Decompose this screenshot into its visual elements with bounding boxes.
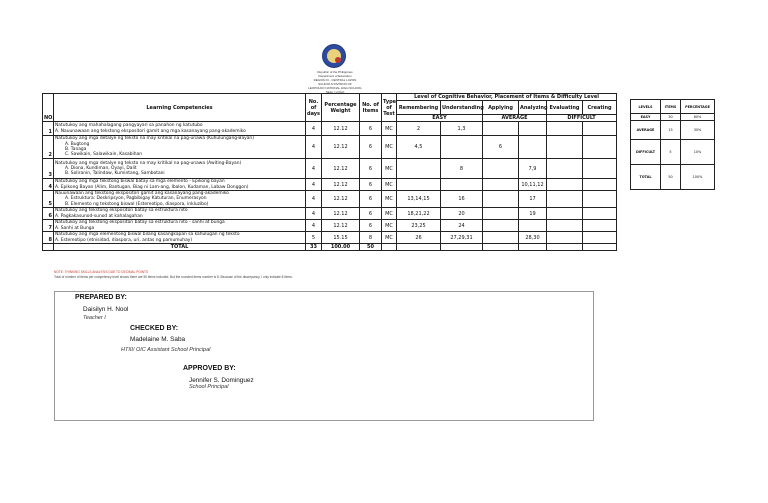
row-number: 4 bbox=[43, 179, 54, 191]
cell-days: 4 bbox=[306, 191, 322, 208]
cell-applying bbox=[483, 232, 519, 244]
competency-line: Natutukoy ang mga tekstong biswal batay sa mga elemento - Epikong bayan bbox=[55, 179, 225, 185]
header-line: LEOPOLDO NATIONAL HIGH SCHOOL bbox=[308, 86, 362, 90]
side-level: TOTAL bbox=[631, 165, 661, 190]
cell-applying bbox=[483, 179, 519, 191]
competency-cell bbox=[54, 136, 306, 159]
cell-remembering: 26 bbox=[397, 232, 441, 244]
cell-evaluating bbox=[547, 220, 583, 232]
side-level: EASY bbox=[631, 114, 661, 121]
cell-remembering: 13,14,15 bbox=[397, 191, 441, 208]
header-line: SCHOOLS DIVISION OF bbox=[318, 82, 352, 86]
cell-type: MC bbox=[382, 208, 397, 220]
cell-type: MC bbox=[382, 232, 397, 244]
cell-evaluating bbox=[547, 122, 583, 136]
side-header-percentage: PERCENTAGE bbox=[681, 100, 715, 114]
cell-creating bbox=[583, 191, 617, 208]
header-average: AVERAGE bbox=[483, 115, 547, 122]
checked-by-label: CHECKED BY: bbox=[130, 325, 179, 332]
side-pct: 60% bbox=[681, 114, 715, 121]
cell-applying bbox=[483, 191, 519, 208]
approved-by-label: APPROVED BY: bbox=[183, 365, 236, 372]
cell-days: 5 bbox=[306, 232, 322, 244]
cell-weight: 12.12 bbox=[322, 122, 360, 136]
header-difficult: DIFFICULT bbox=[547, 115, 617, 122]
header-no: NO. bbox=[43, 94, 54, 122]
competency-cell bbox=[54, 191, 306, 208]
competency-cell bbox=[54, 179, 306, 191]
competency-line: Natutukoy ang mga detalye ng teksto na may kritikal na pag-unawa (Awiting-Bayan) bbox=[55, 160, 242, 166]
cell-understanding: 1,3 bbox=[441, 122, 483, 136]
cell-analyzing: 19 bbox=[519, 208, 547, 220]
row-number: 1 bbox=[43, 122, 54, 136]
competency-line: Natutukoy ang mga elementong biswal bilang kasangkapan sa kahulugan ng teksto bbox=[55, 232, 240, 238]
side-items: 30 bbox=[661, 114, 681, 121]
cell-items: 6 bbox=[360, 179, 382, 191]
cell-analyzing: 10,11,12 bbox=[519, 179, 547, 191]
competency-line: A. Nauunawaan ang tekstong ekspositori gamit ang mga kasanayang pang-akademiko bbox=[55, 128, 246, 134]
competency-line: Nauunawaan ang tekstong ekspositori gamit ang kasanayang pang-akademiko bbox=[55, 191, 229, 197]
competency-row bbox=[43, 136, 617, 159]
cell-weight: 12.12 bbox=[322, 136, 360, 159]
cell-items: 6 bbox=[360, 159, 382, 179]
cell-creating bbox=[583, 136, 617, 159]
competency-line: A. Estruktura: Deskripsyon, Pagbibigay Katuturan, Enumerasyon bbox=[65, 196, 207, 202]
header-applying: Applying bbox=[483, 101, 519, 115]
header-line: SEAL | LOGO bbox=[325, 90, 345, 94]
side-level: DIFFICULT bbox=[631, 140, 661, 165]
competency-row bbox=[43, 232, 617, 244]
competency-cell bbox=[54, 122, 306, 136]
header-line: Department of Education bbox=[318, 74, 352, 78]
cell-applying: 6 bbox=[483, 136, 519, 159]
difficulty-summary-table bbox=[630, 99, 715, 190]
competency-row bbox=[43, 191, 617, 208]
cell-creating bbox=[583, 208, 617, 220]
cell-evaluating bbox=[547, 191, 583, 208]
row-number: 2 bbox=[43, 136, 54, 159]
cell-applying bbox=[483, 208, 519, 220]
row-number: 8 bbox=[43, 232, 54, 244]
competency-cell bbox=[54, 232, 306, 244]
cell-weight: 12.12 bbox=[322, 191, 360, 208]
cell-analyzing: 28,30 bbox=[519, 232, 547, 244]
cell-evaluating bbox=[547, 179, 583, 191]
cell-understanding: 24 bbox=[441, 220, 483, 232]
competency-line: A. Sanhi at Bunga bbox=[55, 225, 95, 231]
cell-understanding: 27,29,31 bbox=[441, 232, 483, 244]
side-header-items: ITEMS bbox=[661, 100, 681, 114]
cell-items: 6 bbox=[360, 191, 382, 208]
header-creating: Creating bbox=[583, 101, 617, 115]
competency-line: Natutukoy ang tekstong ekspositori batay sa estruktura nito - sanhi at bunga bbox=[55, 220, 225, 226]
cell-days: 4 bbox=[306, 159, 322, 179]
cell-creating bbox=[583, 232, 617, 244]
header-type: Type of Test bbox=[382, 94, 397, 122]
competency-line: A. Diona, Kundiman, Oyayi, Dalit bbox=[65, 165, 137, 171]
cell-evaluating bbox=[547, 159, 583, 179]
cell-type: MC bbox=[382, 179, 397, 191]
tos-table bbox=[42, 93, 617, 251]
cell-items: 6 bbox=[360, 136, 382, 159]
cell-creating bbox=[583, 122, 617, 136]
competency-line: A. Epikong Bayan (Alim, Bantugan, Biag ni Lam-ang, Ibalon, Kudaman, Labaw Donggon) bbox=[55, 184, 249, 190]
cell-analyzing: 7,9 bbox=[519, 159, 547, 179]
total-items: 50 bbox=[360, 244, 382, 251]
competency-line: B. Soliranin, Talindaw, Kumintang, Sambotani bbox=[65, 171, 165, 177]
header-easy: EASY bbox=[397, 115, 483, 122]
cell-remembering bbox=[397, 159, 441, 179]
cell-type: MC bbox=[382, 191, 397, 208]
cell-analyzing bbox=[519, 122, 547, 136]
cell-analyzing bbox=[519, 136, 547, 159]
cell-understanding bbox=[441, 179, 483, 191]
competency-line: A. Pagkakasunod-sunod at kahalagahan bbox=[55, 213, 143, 219]
cell-analyzing bbox=[519, 220, 547, 232]
cell-items: 6 bbox=[360, 208, 382, 220]
cell-evaluating bbox=[547, 232, 583, 244]
side-items: 5 bbox=[661, 140, 681, 165]
cell-remembering: 18,21,22 bbox=[397, 208, 441, 220]
side-pct: 10% bbox=[681, 140, 715, 165]
competency-line: C. Sawikain, Salawikain, Kasabihan bbox=[65, 152, 142, 158]
header-evaluating: Evaluating bbox=[547, 101, 583, 115]
cell-understanding: 16 bbox=[441, 191, 483, 208]
checked-by-name: Madelaine M. Saba bbox=[130, 336, 186, 343]
side-pct: 30% bbox=[681, 121, 715, 140]
cell-creating bbox=[583, 220, 617, 232]
note-text: Total of number of items per competency level shows there are 50 items included. But the rounded items number is 8. Because of the discrepancy, I only indicate 8 items. bbox=[54, 275, 293, 279]
cell-creating bbox=[583, 159, 617, 179]
row-number: 7 bbox=[43, 220, 54, 232]
cell-understanding: 20 bbox=[441, 208, 483, 220]
prepared-by-label: PREPARED BY: bbox=[75, 294, 127, 301]
cell-applying bbox=[483, 220, 519, 232]
cell-analyzing: 17 bbox=[519, 191, 547, 208]
cell-type: MC bbox=[382, 122, 397, 136]
competency-row bbox=[43, 208, 617, 220]
cell-understanding: 8 bbox=[441, 159, 483, 179]
competency-line: B. Tanaga bbox=[65, 147, 87, 152]
row-number: 3 bbox=[43, 159, 54, 179]
note-label: NOTE: bbox=[54, 270, 64, 274]
prepared-by-name: Daisilyn H. Nool bbox=[83, 306, 129, 313]
cell-type: MC bbox=[382, 159, 397, 179]
header-analyzing: Analyzing bbox=[519, 101, 547, 115]
cell-days: 4 bbox=[306, 179, 322, 191]
competency-cell bbox=[54, 159, 306, 179]
cell-weight: 15.15 bbox=[322, 232, 360, 244]
note-title: THINKING SKILLS ANALYSIS DUE TO DECIMAL POINTS bbox=[64, 270, 149, 274]
checked-by-position: HTIII/ OIC Assistant School Principal bbox=[121, 347, 211, 353]
cell-applying bbox=[483, 122, 519, 136]
approved-by-name: Jennifer S. Dominguez bbox=[189, 377, 254, 384]
cell-weight: 12.12 bbox=[322, 220, 360, 232]
row-number: 5 bbox=[43, 191, 54, 208]
header-understanding: Understanding bbox=[441, 101, 483, 115]
cell-remembering: 23,25 bbox=[397, 220, 441, 232]
cell-days: 4 bbox=[306, 136, 322, 159]
cell-items: 8 bbox=[360, 232, 382, 244]
competency-line: Natutukoy ang mga detalye ng teksto na may kritikal na pag-unawa (Kuhulungang-Bayan) bbox=[55, 136, 254, 142]
competency-cell bbox=[54, 220, 306, 232]
note-line bbox=[54, 270, 148, 274]
side-header-levels: LEVELS bbox=[631, 100, 661, 114]
header-line: Republic of the Philippines bbox=[317, 70, 353, 74]
cell-weight: 12.12 bbox=[322, 179, 360, 191]
cell-remembering: 2 bbox=[397, 122, 441, 136]
competency-line: Natutukoy ang tekstong ekspositori batay sa estruktura nito bbox=[55, 208, 188, 214]
cell-understanding bbox=[441, 136, 483, 159]
cell-evaluating bbox=[547, 136, 583, 159]
competency-line: A. Estereotipo (etnisidad, diaspora, uri, antas ng pamumuhay) bbox=[55, 237, 193, 243]
prepared-by-position: Teacher I bbox=[83, 315, 106, 321]
signatories-box bbox=[54, 291, 594, 421]
cell-evaluating bbox=[547, 208, 583, 220]
side-pct: 100% bbox=[681, 165, 715, 190]
cell-applying bbox=[483, 159, 519, 179]
cell-days: 4 bbox=[306, 220, 322, 232]
cell-weight: 12.12 bbox=[322, 208, 360, 220]
header-items: No. of Items bbox=[360, 94, 382, 122]
cell-type: MC bbox=[382, 136, 397, 159]
competency-row bbox=[43, 122, 617, 136]
deped-seal bbox=[322, 44, 346, 68]
competency-line: A. Bugtong bbox=[65, 141, 90, 147]
competency-row bbox=[43, 220, 617, 232]
header-line: REGION III - CENTRAL LUZON bbox=[313, 78, 357, 82]
side-items: 15 bbox=[661, 121, 681, 140]
cell-creating bbox=[583, 179, 617, 191]
total-days: 33 bbox=[306, 244, 322, 251]
cell-items: 6 bbox=[360, 122, 382, 136]
competency-line: Natutukoy ang mahahalagang pangyayari sa panahon ng katutubo bbox=[55, 123, 203, 129]
cell-days: 4 bbox=[306, 122, 322, 136]
cell-items: 6 bbox=[360, 220, 382, 232]
cell-type: MC bbox=[382, 220, 397, 232]
approved-by-position: School Principal bbox=[189, 384, 229, 390]
competency-row bbox=[43, 159, 617, 179]
competency-row bbox=[43, 179, 617, 191]
header-remembering: Remembering bbox=[397, 101, 441, 115]
cell-weight: 12.12 bbox=[322, 159, 360, 179]
header-weight: Percentage Weight bbox=[322, 94, 360, 122]
header-days: No. of days bbox=[306, 94, 322, 122]
side-items: 50 bbox=[661, 165, 681, 190]
cell-remembering bbox=[397, 179, 441, 191]
row-number: 6 bbox=[43, 208, 54, 220]
competency-line: B. Elemento ng tekstong biswal (Estereotipo, diaspora, inkluzibo) bbox=[65, 201, 209, 207]
side-level: AVERAGE bbox=[631, 121, 661, 140]
header-level: Level of Cognitive Behavior, Placement of Items & Difficulty Level bbox=[397, 94, 617, 101]
total-weight: 100.00 bbox=[322, 244, 360, 251]
competency-cell bbox=[54, 208, 306, 220]
total-label: TOTAL bbox=[54, 244, 306, 251]
cell-days: 4 bbox=[306, 208, 322, 220]
header-competencies: Learning Competencies bbox=[54, 94, 306, 122]
cell-remembering: 4,5 bbox=[397, 136, 441, 159]
